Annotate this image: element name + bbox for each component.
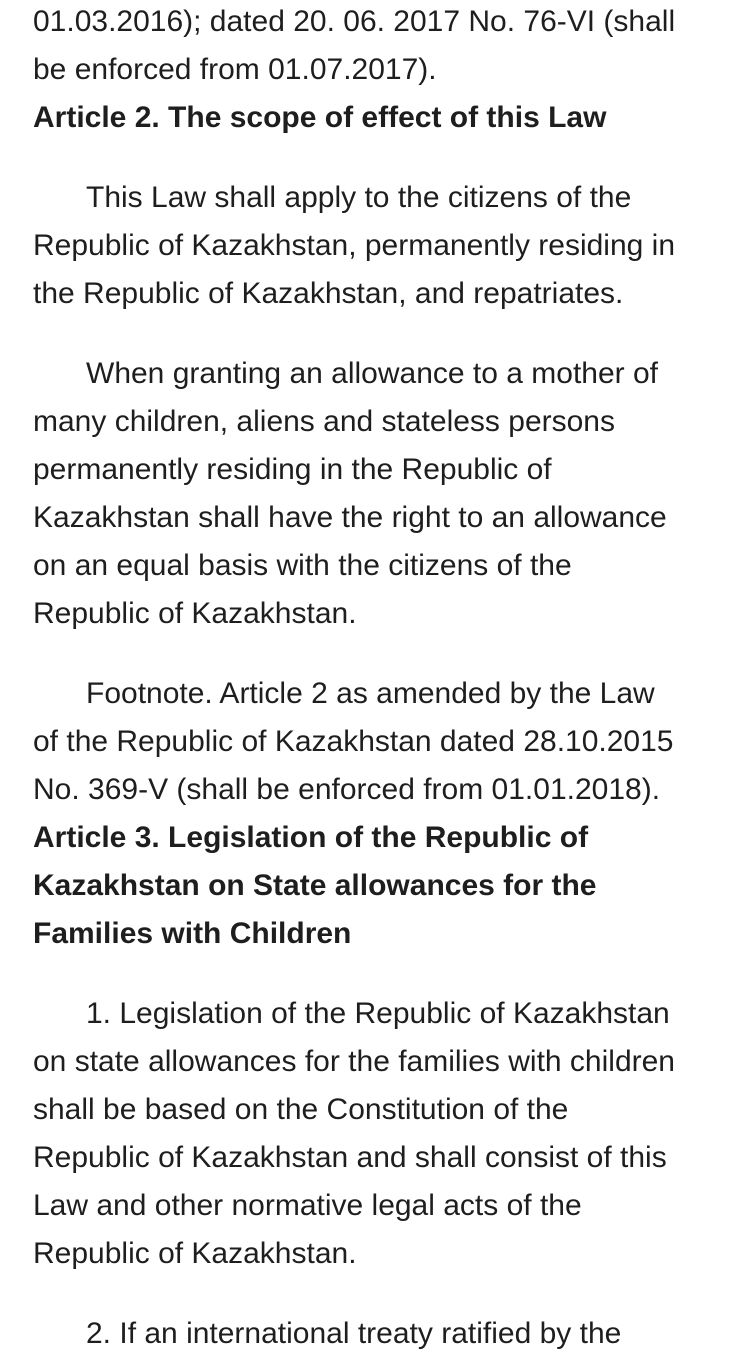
article-2-footnote bbox=[33, 670, 726, 814]
article-2-heading: Article 2. The scope of effect of this Law bbox=[33, 101, 607, 134]
paragraph-line: 1. Legislation of the Republic of Kazakhstan bbox=[86, 997, 670, 1030]
paragraph-line: Republic of Kazakhstan, permanently residing in bbox=[33, 229, 676, 262]
paragraph-line: Republic of Kazakhstan. bbox=[33, 597, 357, 630]
paragraph-line: on state allowances for the families with children bbox=[33, 1045, 675, 1078]
article-2-paragraph-1 bbox=[33, 174, 726, 318]
paragraph-line: 2. If an international treaty ratified by the bbox=[86, 1317, 622, 1350]
paragraph-line: Law and other normative legal acts of the bbox=[33, 1189, 582, 1222]
paragraph-line: shall be based on the Constitution of the bbox=[33, 1093, 569, 1126]
intro-line-2: be enforced from 01.07.2017). bbox=[33, 53, 437, 86]
paragraph-line: Republic of Kazakhstan and shall consist of this bbox=[33, 1141, 667, 1174]
paragraph-line: Kazakhstan shall have the right to an allowance bbox=[33, 501, 667, 534]
paragraph-line: Republic of Kazakhstan. bbox=[33, 1237, 357, 1270]
footnote-line: No. 369-V (shall be enforced from 01.01.2018). bbox=[33, 773, 661, 806]
article-3-heading bbox=[33, 814, 726, 958]
article-2-paragraph-2 bbox=[33, 350, 726, 638]
heading-line: Kazakhstan on State allowances for the bbox=[33, 869, 597, 902]
paragraph-line: This Law shall apply to the citizens of the bbox=[86, 181, 632, 214]
footnote-line: Footnote. Article 2 as amended by the Law bbox=[86, 677, 655, 710]
paragraph-line: permanently residing in the Republic of bbox=[33, 453, 552, 486]
heading-line: Article 3. Legislation of the Republic of bbox=[33, 821, 589, 854]
paragraph-line: When granting an allowance to a mother of bbox=[86, 357, 659, 390]
heading-line: Families with Children bbox=[33, 917, 352, 950]
intro-text bbox=[33, 0, 726, 94]
article-3-paragraph-2 bbox=[33, 1310, 726, 1358]
paragraph-line: the Republic of Kazakhstan, and repatriates. bbox=[33, 277, 624, 310]
intro-line-1: 01.03.2016); dated 20. 06. 2017 No. 76-VI (shall bbox=[33, 5, 676, 38]
paragraph-line: on an equal basis with the citizens of the bbox=[33, 549, 572, 582]
article-3-paragraph-1 bbox=[33, 990, 726, 1278]
paragraph-line: many children, aliens and stateless persons bbox=[33, 405, 615, 438]
footnote-line: of the Republic of Kazakhstan dated 28.10.2015 bbox=[33, 725, 674, 758]
